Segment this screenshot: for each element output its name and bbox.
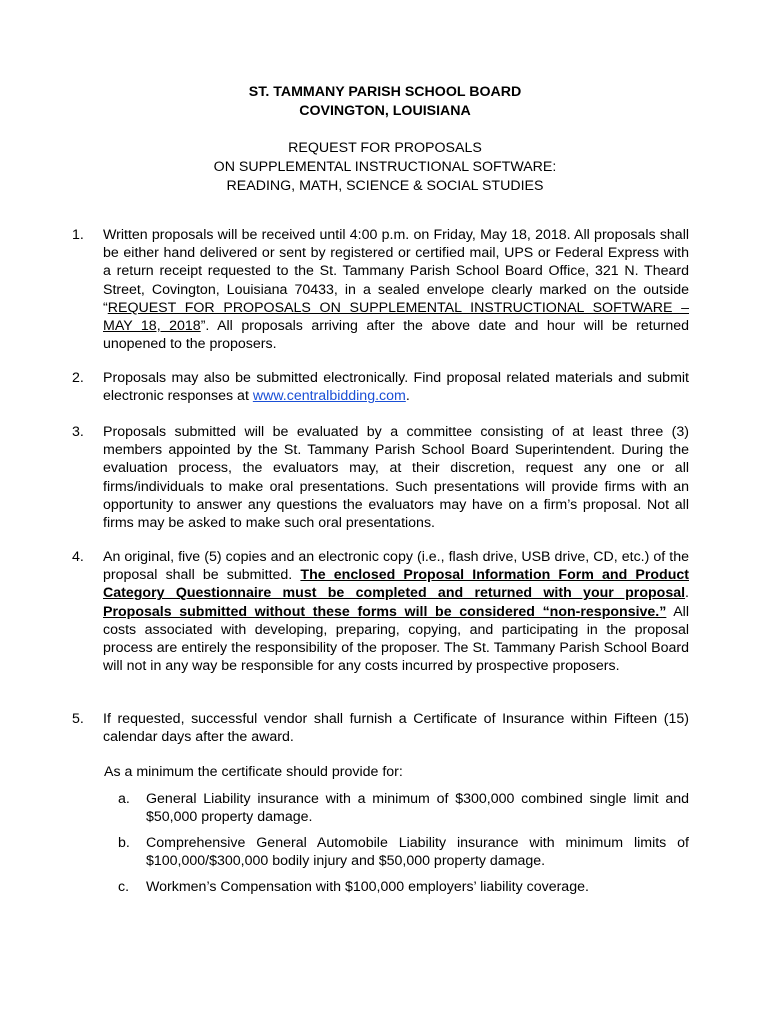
item-emphasis-forms: The enclosed Proposal Information Form and Product Category Questionnaire must be completed and returned with your proposal — [103, 567, 689, 602]
item-number: 2. — [72, 370, 84, 386]
item-number: 1. — [72, 227, 84, 243]
item-number: 3. — [72, 424, 84, 440]
item-text-part: ”. All proposals arriving after the above date and hour will be returned unopened to the proposers. — [103, 318, 689, 353]
item-text-part: Proposals may also be submitted electronically. Find proposal related materials and submit electronic responses at — [103, 370, 689, 405]
item-number: 5. — [72, 711, 84, 727]
item-text — [103, 226, 689, 353]
list-item-4 — [72, 548, 689, 675]
certificate-intro: As a minimum the certificate should provide for: — [104, 764, 403, 780]
document-header-org — [0, 83, 770, 121]
list-item-2 — [72, 369, 689, 405]
item-underlined-title: REQUEST FOR PROPOSALS ON SUPPLEMENTAL INSTRUCTIONAL SOFTWARE – MAY 18, 2018 — [103, 299, 689, 335]
sub-item-letter: c. — [118, 879, 130, 895]
sub-item-a — [118, 790, 689, 826]
item-emphasis-nonresponsive: Proposals submitted without these forms will be considered “non-responsive.” — [103, 603, 667, 620]
sub-item-b — [118, 834, 689, 870]
item-text — [103, 369, 689, 405]
item-text-part: . — [405, 388, 410, 405]
item-text-part: All costs associated with developing, preparing, copying, and participating in the proposal process are entirely the responsibility of the proposer. The St. Tammany Parish School Board will not in any way be responsible for any costs incurred by prospective proposers. — [103, 603, 689, 675]
list-item-1 — [72, 226, 689, 353]
item-number: 4. — [72, 549, 84, 565]
document-header-title — [0, 139, 770, 196]
item-text — [103, 548, 689, 675]
sub-item-text: Workmen’s Compensation with $100,000 employers’ liability coverage. — [146, 879, 589, 895]
item-text: If requested, successful vendor shall furnish a Certificate of Insurance within Fifteen (15) calendar days after the award. — [103, 711, 689, 746]
item-text-part: . — [685, 585, 689, 602]
header-line-2: COVINGTON, LOUISIANA — [299, 103, 471, 119]
header-line-4: ON SUPPLEMENTAL INSTRUCTIONAL SOFTWARE: — [213, 159, 557, 175]
header-line-5: READING, MATH, SCIENCE & SOCIAL STUDIES — [226, 178, 544, 194]
item-text-part: An original, five (5) copies and an electronic copy (i.e., flash drive, USB drive, CD, etc.) of the proposal shall be submitted. — [103, 549, 689, 584]
header-line-1: ST. TAMMANY PARISH SCHOOL BOARD — [248, 84, 522, 100]
sub-item-text: Comprehensive General Automobile Liability insurance with minimum limits of $100,000/$300,000 bodily injury and $50,000 property damage. — [146, 835, 689, 870]
header-line-3: REQUEST FOR PROPOSALS — [288, 140, 482, 156]
sub-item-letter: a. — [118, 791, 130, 807]
sub-item-text: General Liability insurance with a minimum of $300,000 combined single limit and $50,000 property damage. — [146, 791, 689, 826]
item-text: Proposals submitted will be evaluated by a committee consisting of at least three (3) members appointed by the St. Tammany Parish School Board Superintendent. During the evaluation process, the evaluators may, at their discretion, request any one or all firms/individuals to make oral presentations. Such presentations will provide firms with an opportunity to answer any questions the evaluators may have on a firm’s proposal. Not all firms may be asked to make such oral presentations. — [103, 424, 689, 532]
list-item-3 — [72, 423, 689, 532]
item-text-part: Written proposals will be received until 4:00 p.m. on Friday, May 18, 2018. All proposals shall be either hand delivered or sent by registered or certified mail, UPS or Federal Express with a return receipt requested to the St. Tammany Parish School Board Office, 321 N. Theard Street, Covington, Louisiana 70433, in a sealed envelope clearly marked on the outside “ — [103, 227, 689, 316]
sub-item-letter: b. — [118, 835, 130, 851]
sub-item-c — [118, 878, 689, 896]
centralbidding-link[interactable]: www.centralbidding.com — [252, 388, 406, 405]
list-item-5 — [72, 710, 689, 746]
